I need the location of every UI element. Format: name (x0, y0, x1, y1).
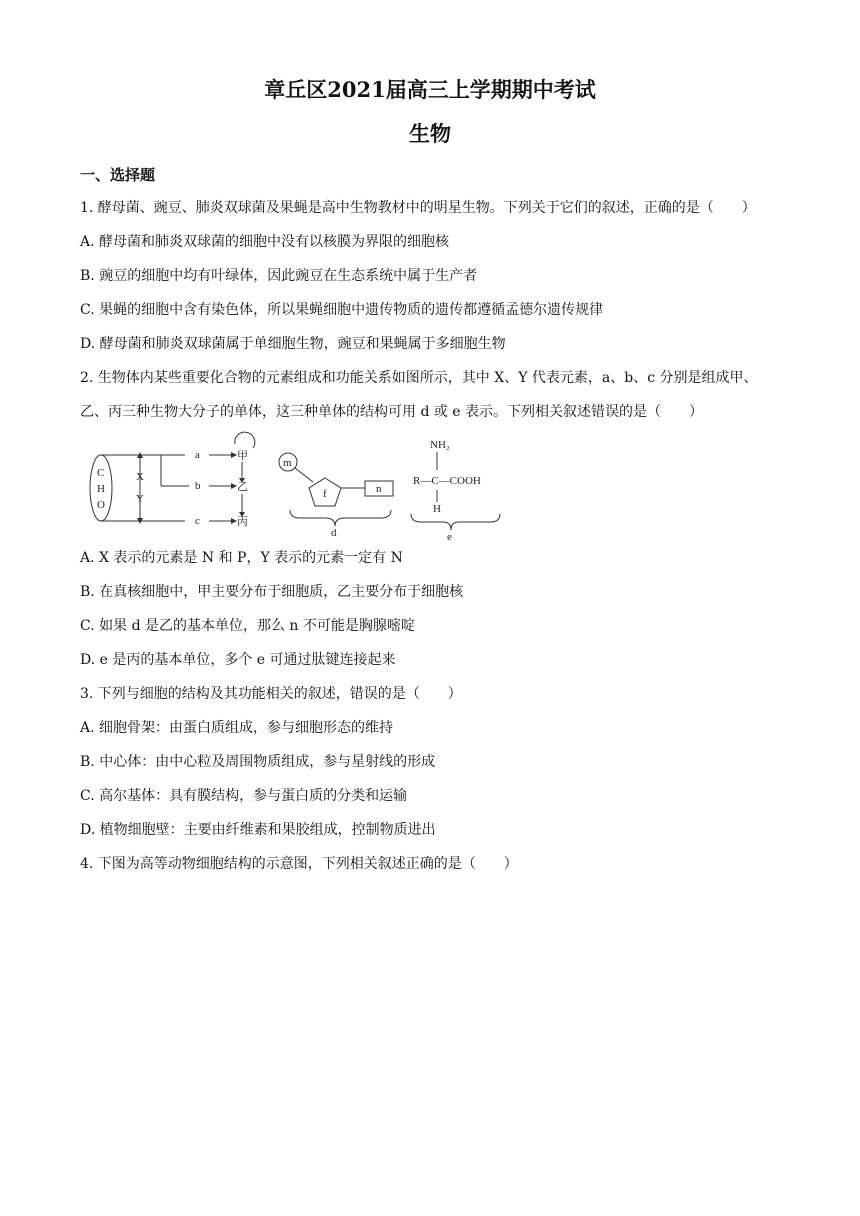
label-r-group: R—C—COOH (413, 475, 481, 487)
label-a: a (195, 449, 200, 461)
label-jia: 甲 (237, 450, 248, 462)
q2-stem-line1: 2. 生物体内某些重要化合物的元素组成和功能关系如图所示，其中 X、Y 代表元素，a、b、c 分别是组成甲、 (80, 370, 758, 386)
label-m: m (283, 457, 292, 469)
q3-stem: 3. 下列与细胞的结构及其功能相关的叙述，错误的是（ ） (80, 686, 462, 702)
label-c: c (195, 515, 200, 527)
label-yi: 乙 (237, 481, 248, 493)
q4-stem: 4. 下图为高等动物细胞结构的示意图，下列相关叙述正确的是（ ） (80, 856, 518, 872)
elem-o: O (97, 499, 105, 511)
label-nh2: NH₂ (430, 439, 450, 451)
q2-option-b: B. 在真核细胞中，甲主要分布于细胞质，乙主要分布于细胞核 (80, 584, 464, 600)
subject-title: 生物 (409, 121, 451, 146)
compound-diagram (85, 430, 515, 542)
q3-option-b: B. 中心体：由中心粒及周围物质组成，参与星射线的形成 (80, 754, 436, 770)
q2-stem-line2: 乙、丙三种生物大分子的单体，这三种单体的结构可用 d 或 e 表示。下列相关叙述错误的是（ ） (80, 404, 704, 420)
exam-title: 章丘区2021届高三上学期期中考试 (264, 77, 596, 102)
label-e: e (447, 531, 452, 542)
label-n: n (376, 483, 382, 495)
label-bing: 丙 (237, 516, 248, 528)
q1-stem: 1. 酵母菌、豌豆、肺炎双球菌及果蝇是高中生物教材中的明星生物。下列关于它们的叙述，正确的是（ ） (80, 200, 756, 216)
elem-c: C (97, 467, 105, 479)
q1-option-b: B. 豌豆的细胞中均有叶绿体，因此豌豆在生态系统中属于生产者 (80, 268, 478, 284)
q1-option-c: C. 果蝇的细胞中含有染色体，所以果蝇细胞中遗传物质的遗传都遵循孟德尔遗传规律 (80, 302, 604, 318)
section-heading: 一、选择题 (80, 166, 156, 184)
q2-option-c: C. 如果 d 是乙的基本单位，那么 n 不可能是胸腺嘧啶 (80, 618, 415, 634)
q3-option-c: C. 高尔基体：具有膜结构，参与蛋白质的分类和运输 (80, 788, 408, 804)
q2-option-a: A. X 表示的元素是 N 和 P，Y 表示的元素一定有 N (80, 550, 403, 566)
q3-option-d: D. 植物细胞壁：主要由纤维素和果胶组成，控制物质进出 (80, 822, 436, 838)
label-f: f (323, 488, 327, 500)
q3-option-a: A. 细胞骨架：由蛋白质组成，参与细胞形态的维持 (80, 720, 394, 736)
label-d: d (331, 527, 337, 539)
q1-option-d: D. 酵母菌和肺炎双球菌属于单细胞生物，豌豆和果蝇属于多细胞生物 (80, 336, 506, 352)
label-b: b (195, 480, 201, 492)
q1-option-a: A. 酵母菌和肺炎双球菌的细胞中没有以核膜为界限的细胞核 (80, 234, 450, 250)
q2-option-d: D. e 是丙的基本单位，多个 e 可通过肽键连接起来 (80, 652, 396, 668)
label-x: X (136, 471, 144, 483)
elem-h: H (97, 483, 105, 495)
label-y: Y (136, 493, 144, 505)
label-h: H (433, 503, 441, 515)
